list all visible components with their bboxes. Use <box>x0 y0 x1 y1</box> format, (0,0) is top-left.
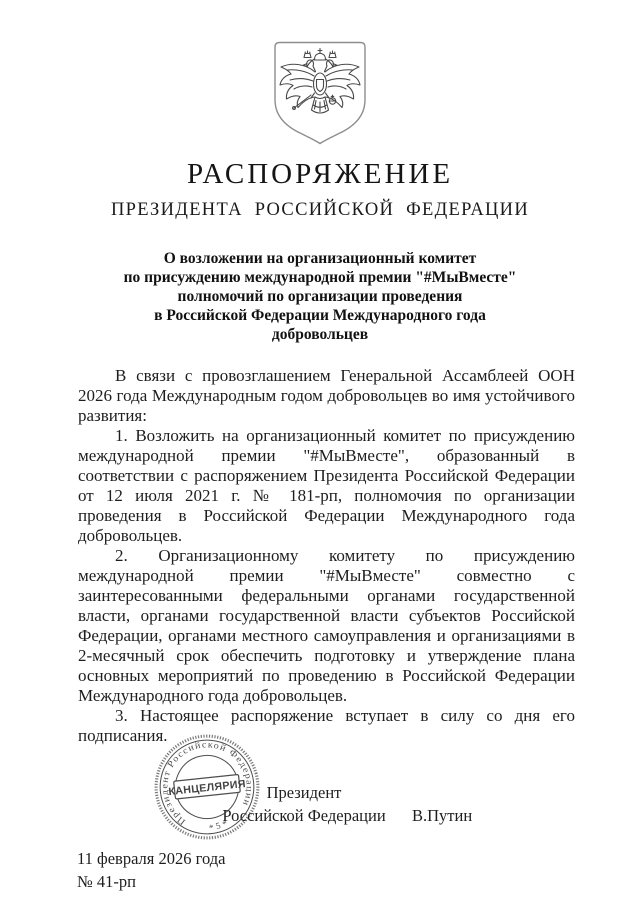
shield-outline <box>275 43 365 144</box>
stamp-center-label: КАНЦЕЛЯРИЯ <box>167 778 247 799</box>
document-type-title: РАСПОРЯЖЕНИЕ <box>186 158 454 190</box>
body-paragraph: 2. Организационному комитету по присуждению международной премии "#МыВместе" совместно с заинтересованными федеральными органами государственной власти, органами государственной власти субъектов Российской Федерации, органами местного самоуправления и организациями в 2-месячный срок обеспечить подготовку и утверждение плана основных мероприятий по проведению в Российской Федерации Международного года добровольцев. <box>78 546 575 705</box>
subject-heading <box>0 249 640 344</box>
chancellery-stamp <box>151 730 263 844</box>
body-paragraph: В связи с провозглашением Генеральной Ассамблеей ООН 2026 года Международным годом добровольцев во имя устойчивого развития: <box>78 366 575 425</box>
subject-line: полномочий по организации проведения <box>177 288 463 305</box>
decree-date: 11 февраля 2026 года <box>77 849 226 868</box>
issuer-line: ПРЕЗИДЕНТА РОССИЙСКОЙ ФЕДЕРАЦИИ <box>110 200 529 220</box>
signature-post-line: Российской Федерации <box>222 806 386 825</box>
stamp-bottom-number: * 5 * <box>207 818 229 834</box>
subject-line: в Российской Федерации Международного года <box>154 307 486 324</box>
body-paragraph: 3. Настоящее распоряжение вступает в силу со дня его подписания. <box>78 706 575 745</box>
subject-line: добровольцев <box>271 326 369 343</box>
signature-post-line: Президент <box>266 783 342 802</box>
subject-line: О возложении на организационный комитет <box>163 250 477 267</box>
coat-of-arms-icon <box>268 40 372 146</box>
decree-number: № 41-рп <box>77 872 136 891</box>
subject-line: по присуждению международной премии "#МыВместе" <box>123 269 517 286</box>
body-paragraph: 1. Возложить на организационный комитет по присуждению международной премии "#МыВместе", образованный в соответствии с распоряжением Президента Российской Федерации от 12 июля 2021 г. № 181-рп, полномочия по организации проведения в Российской Федерации Международного года добровольцев. <box>78 426 575 545</box>
signature-name: В.Путин <box>412 806 473 825</box>
double-headed-eagle-icon <box>280 49 360 114</box>
decree-body <box>78 366 575 746</box>
stamp-ring-text: Президент Российской Федерации <box>159 739 255 828</box>
